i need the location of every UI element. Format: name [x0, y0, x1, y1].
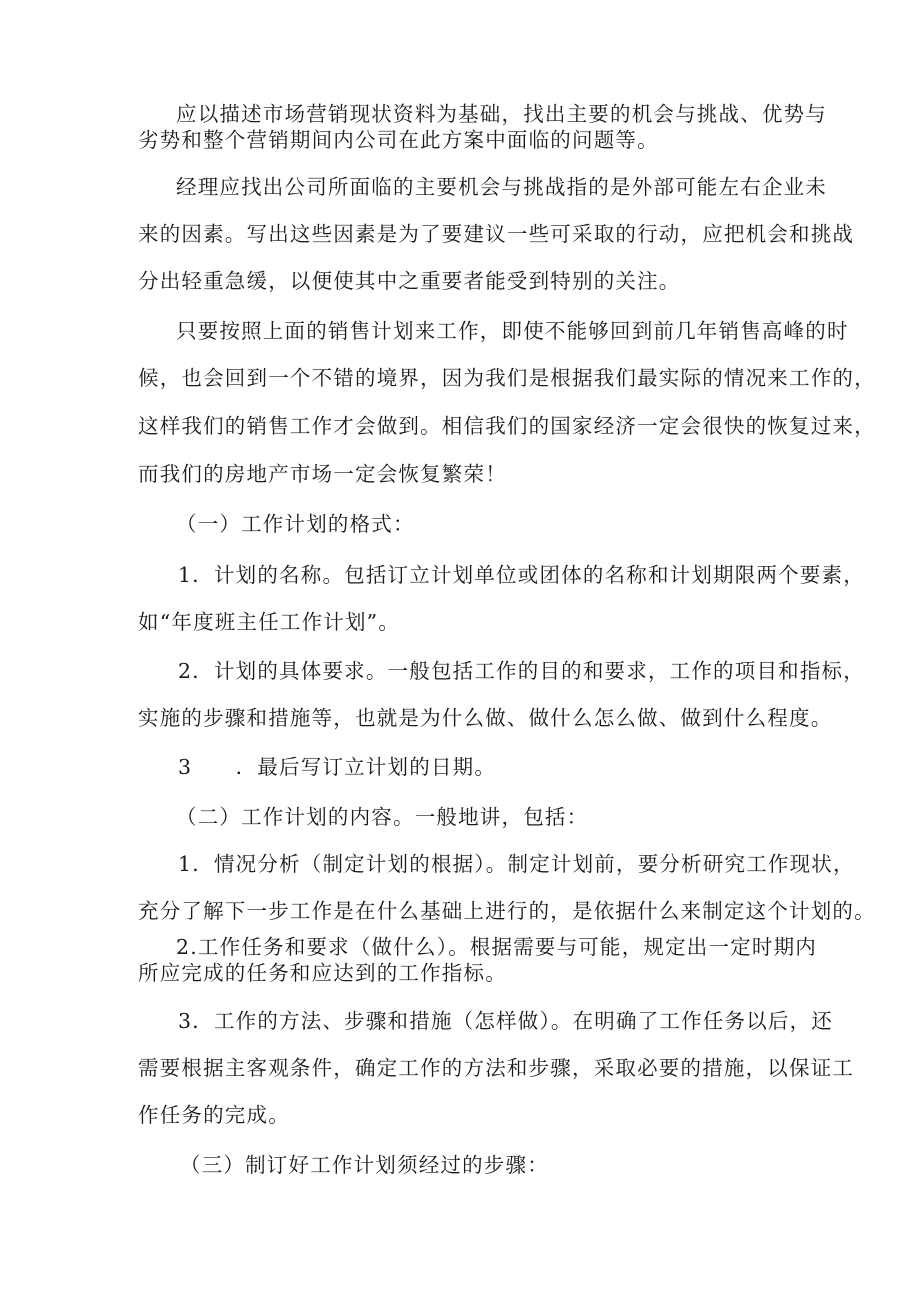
paragraph-line: 只要按照上面的销售计划来工作，即使不能够回到前几年销售高峰的时: [176, 319, 849, 343]
paragraph-line: 如“年度班主任工作计划”。: [138, 610, 401, 634]
paragraph-line: 应以描述市场营销现状资料为基础，找出主要的机会与挑战、优势与: [176, 102, 827, 126]
paragraph-line: 劣势和整个营销期间内公司在此方案中面临的问题等。: [138, 128, 659, 152]
paragraph-line: 2.工作任务和要求（做什么）。根据需要与可能，规定出一定时期内: [176, 935, 818, 959]
paragraph-line: 1．情况分析（制定计划的根据）。制定计划前，要分析研究工作现状，: [178, 852, 855, 876]
paragraph-line: 作任务的完成。: [138, 1103, 290, 1127]
paragraph-line: 经理应找出公司所面临的主要机会与挑战指的是外部可能左右企业未: [176, 175, 827, 199]
paragraph-line: 3．工作的方法、步骤和措施（怎样做）。在明确了工作任务以后，还: [178, 1009, 833, 1033]
paragraph-line: 1．计划的名称。包括订立计划单位或团体的名称和计划期限两个要素，: [178, 563, 865, 587]
paragraph-line: 实施的步骤和措施等，也就是为什么做、做什么怎么做、做到什么程度。: [138, 706, 833, 730]
section-heading: （二）工作计划的内容。一般地讲，包括：: [176, 805, 589, 829]
paragraph-line: 需要根据主客观条件，确定工作的方法和步骤，采取必要的措施，以保证工: [138, 1056, 855, 1080]
paragraph-line: 这样我们的销售工作才会做到。相信我们的国家经济一定会很快的恢复过来，: [138, 414, 876, 438]
section-heading: （三）制订好工作计划须经过的步骤：: [180, 1153, 549, 1177]
paragraph-line: 3 ．最后写订立计划的日期。: [178, 755, 497, 779]
section-heading: （一）工作计划的格式：: [176, 512, 415, 536]
paragraph-line: 候，也会回到一个不错的境界，因为我们是根据我们最实际的情况来工作的，: [138, 366, 876, 390]
paragraph-line: 2．计划的具体要求。一般包括工作的目的和要求，工作的项目和指标，: [178, 659, 865, 683]
paragraph-line: 所应完成的任务和应达到的工作指标。: [138, 961, 507, 985]
paragraph-line: 来的因素。写出这些因素是为了要建议一些可采取的行动，应把机会和挑战: [138, 222, 855, 246]
paragraph-line: 充分了解下一步工作是在什么基础上进行的，是依据什么来制定这个计划的。: [138, 899, 876, 923]
paragraph-line: 而我们的房地产市场一定会恢复繁荣！: [138, 462, 507, 486]
paragraph-line: 分出轻重急缓，以便使其中之重要者能受到特别的关注。: [138, 269, 681, 293]
